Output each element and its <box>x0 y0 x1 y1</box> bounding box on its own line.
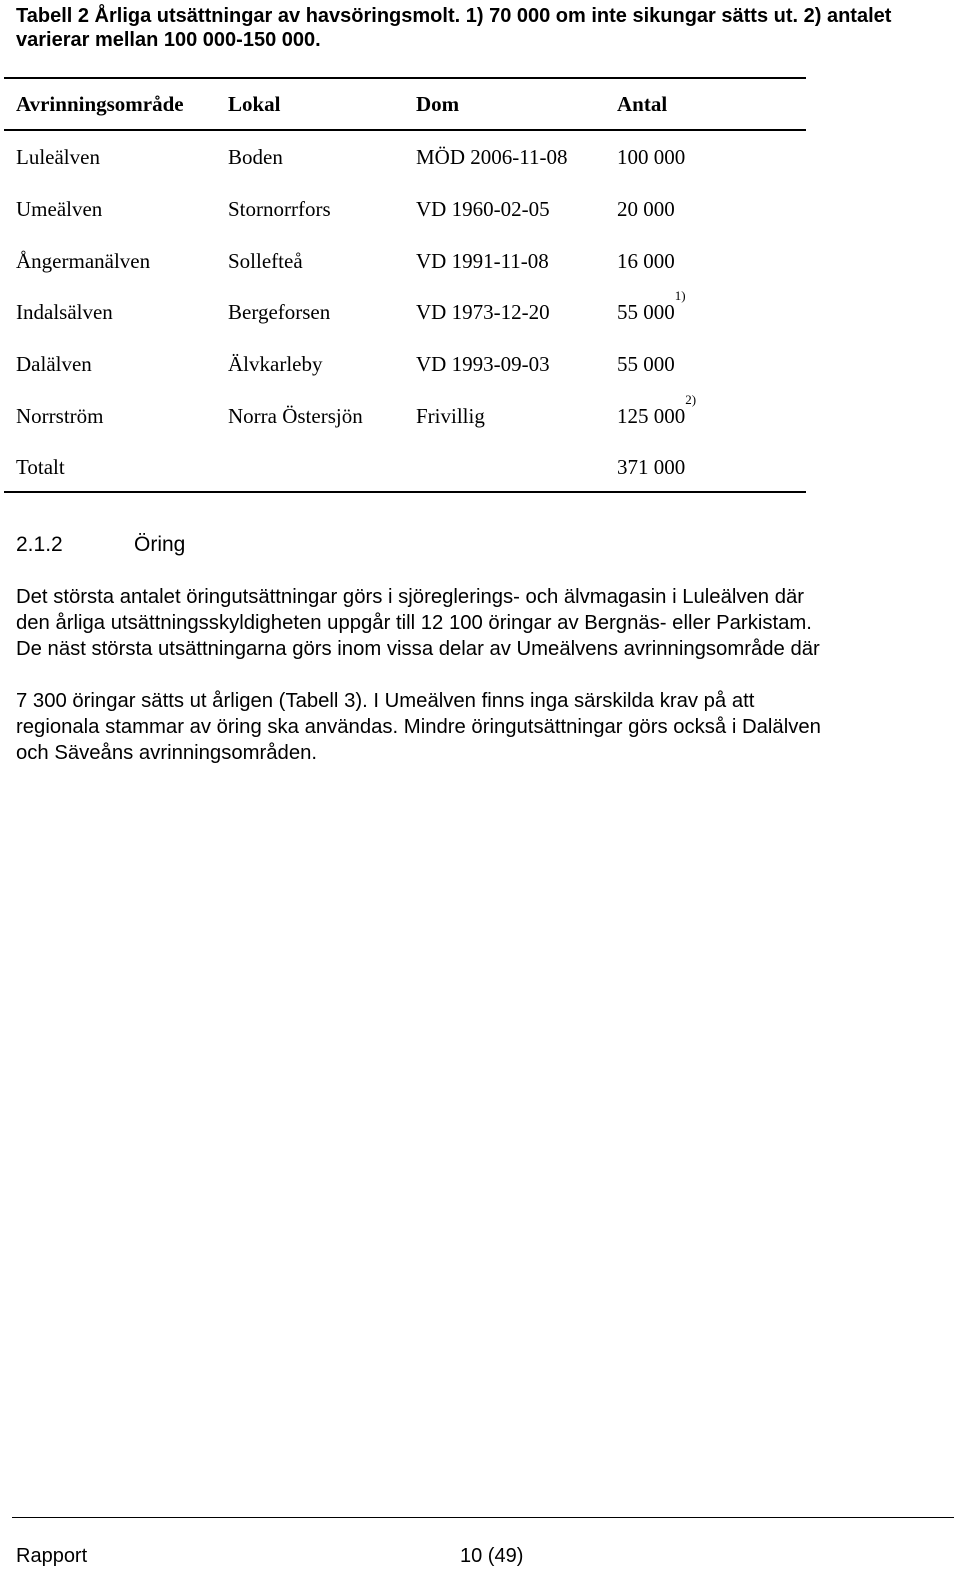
count-value: 55 000 <box>617 300 675 324</box>
count-value: 100 000 <box>617 145 686 169</box>
cell-ruling: VD 1960-02-05 <box>416 197 550 221</box>
cell-site: Älvkarleby <box>228 352 323 376</box>
cell-site: Bergeforsen <box>228 300 331 324</box>
cell-ruling: VD 1991-11-08 <box>416 249 549 273</box>
table-bottom-rule <box>4 491 806 493</box>
total-count: 371 000 <box>617 455 686 479</box>
cell-river: Ångermanälven <box>16 249 151 273</box>
body-paragraph <box>16 688 951 766</box>
total-label: Totalt <box>16 455 65 479</box>
page-number: 10 (49) <box>460 1545 524 1567</box>
cell-river: Dalälven <box>16 352 92 376</box>
column-header-river: Avrinningsområde <box>16 92 184 116</box>
paragraph-line: och Säveåns avrinningsområden. <box>16 742 318 764</box>
cell-count <box>617 197 675 222</box>
cell-ruling: VD 1973-12-20 <box>416 300 550 324</box>
table-top-rule <box>4 77 806 79</box>
cell-count <box>617 145 685 170</box>
count-value: 20 000 <box>617 197 675 221</box>
cell-river: Umeälven <box>16 197 103 221</box>
cell-count <box>617 352 675 377</box>
paragraph-line: regionala stammar av öring ska användas. Mindre öringutsättningar görs också i Dalälven <box>16 716 821 738</box>
cell-ruling: VD 1993-09-03 <box>416 352 550 376</box>
cell-count <box>617 392 697 429</box>
cell-site: Norra Östersjön <box>228 404 363 428</box>
count-value: 16 000 <box>617 249 675 273</box>
footer-label: Rapport <box>16 1545 88 1567</box>
paragraph-line: 7 300 öringar sätts ut årligen (Tabell 3). I Umeälven finns inga särskilda krav på att <box>16 690 755 712</box>
table-header-rule <box>4 129 806 131</box>
footer-rule <box>12 1517 954 1518</box>
table-caption-line: Tabell 2 Årliga utsättningar av havsöringsmolt. 1) 70 000 om inte sikungar sätts ut. 2) antalet <box>16 5 892 27</box>
cell-river: Luleälven <box>16 145 100 169</box>
cell-ruling: MÖD 2006-11-08 <box>416 145 568 169</box>
paragraph-line: De näst största utsättningarna görs inom vissa delar av Umeälvens avrinningsområde där <box>16 638 820 660</box>
column-header-ruling: Dom <box>416 92 460 116</box>
table-caption-line: varierar mellan 100 000-150 000. <box>16 29 321 51</box>
section-title: Öring <box>134 533 186 556</box>
column-header-count: Antal <box>617 92 668 116</box>
cell-site: Stornorrfors <box>228 197 331 221</box>
cell-river: Indalsälven <box>16 300 113 324</box>
cell-river: Norrström <box>16 404 104 428</box>
body-paragraph <box>16 584 951 662</box>
paragraph-line: Det största antalet öringutsättningar görs i sjöreglerings- och älvmagasin i Luleälven där <box>16 586 805 608</box>
footnote-marker: 2) <box>685 392 697 407</box>
cell-ruling: Frivillig <box>416 404 485 428</box>
cell-count <box>617 288 686 325</box>
cell-count <box>617 249 675 274</box>
count-value: 55 000 <box>617 352 675 376</box>
section-number: 2.1.2 <box>16 533 63 556</box>
cell-site: Boden <box>228 145 283 169</box>
cell-site: Sollefteå <box>228 249 303 273</box>
column-header-site: Lokal <box>228 92 281 116</box>
footnote-marker: 1) <box>674 288 686 303</box>
table-caption <box>16 4 946 52</box>
count-value: 125 000 <box>617 404 686 428</box>
paragraph-line: den årliga utsättningsskyldigheten uppgår till 12 100 öringar av Bergnäs- eller Parkistam. <box>16 612 812 634</box>
